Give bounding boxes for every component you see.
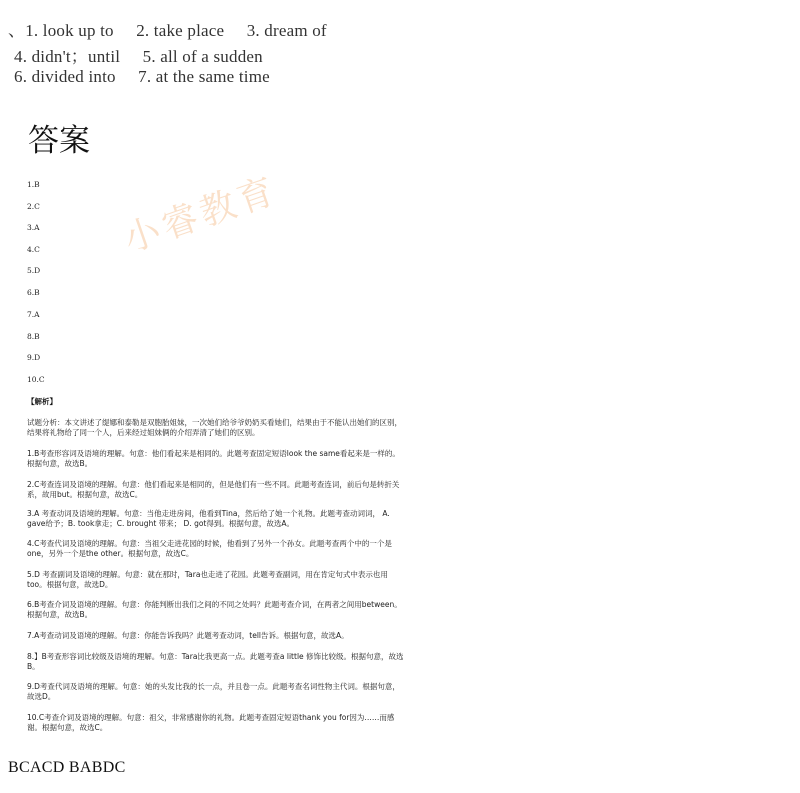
analysis-paragraph: 10.C考查介词及语境的理解。句意：祖父，非常感谢你的礼物。此题考查固定短语thank you for因为……而感谢。根据句意，故选C。	[27, 713, 395, 732]
choice-answer: 3.A	[27, 223, 40, 232]
analysis-heading: 【解析】	[27, 397, 57, 406]
answer-line-2	[14, 42, 281, 67]
analysis-paragraph: 8.】B考查形容词比较级及语境的理解。句意：Tara比我更高一点。此题考查a little 修饰比较级。根据句意，故选B。	[27, 652, 404, 671]
analysis-paragraph: 5.D 考查副词及语境的理解。句意：就在那时，Tara也走进了花园。此题考查副词，用在肯定句式中表示也用too。根据句意，故选D。	[27, 570, 388, 589]
answer-item: 4. didn't；until	[14, 47, 121, 66]
answer-title: 答案	[28, 123, 90, 159]
analysis-paragraph: 9.D考查代词及语境的理解。句意：她的头发比我的长一点，并且卷一点。此题考查名词性物主代词。根据句意，故选D。	[27, 682, 400, 701]
choice-answer: 10.C	[27, 375, 45, 384]
analysis-paragraph: 1.B考查形容词及语境的理解。句意：他们看起来是相同的。此题考查固定短语look the same看起来是一样的。根据句意，故选B。	[27, 449, 400, 468]
choice-answer: 5.D	[27, 266, 41, 275]
watermark: 小睿教育	[118, 169, 284, 261]
choice-answer: 4.C	[27, 245, 40, 254]
answer-item: 3. dream of	[246, 21, 327, 40]
choice-answer: 8.B	[27, 332, 40, 341]
answer-item: 、1. look up to	[8, 21, 114, 40]
answer-line-1	[8, 16, 345, 41]
answer-line-3	[14, 67, 288, 87]
analysis-paragraph: 2.C考查连词及语境的理解。句意：他们看起来是相同的，但是他们有一些不同。此题考查连词，前后句是转折关系，故用but。根据句意，故选C。	[27, 480, 400, 499]
answer-item: 2. take place	[136, 21, 225, 40]
choice-answer: 6.B	[27, 288, 40, 297]
analysis-paragraph: 3.A 考查动词及语境的理解。句意：当他走进房间，他看到Tina，然后给了她一个礼物。此题考查动词词， A. gave给予；B. took拿走；C. brought 带来； D. got得到。根据句意，故选A。	[27, 509, 390, 528]
answer-string: BCACD BABDC	[8, 759, 126, 776]
choice-answer: 9.D	[27, 353, 41, 362]
answer-item: 7. at the same time	[138, 67, 270, 86]
choice-answer: 1.B	[27, 180, 40, 189]
analysis-paragraph: 4.C考查代词及语境的理解。句意：当祖父走进花园的时候，他看到了另外一个孙女。此题考查两个中的一个是one，另外一个是the other。根据句意，故选C。	[27, 539, 392, 558]
analysis-paragraph: 试题分析：本文讲述了缇娜和泰勒是双胞胎姐妹，一次她们给爷爷奶奶买看她们，结果由于不能认出她们的区别，结果将礼物给了同一个人，后来经过姐妹俩的介绍弄清了她们的区别。	[27, 418, 402, 437]
analysis-paragraph: 6.B考查介词及语境的理解。句意：你能判断出我们之间的不同之处吗？此题考查介词，在两者之间用between。根据句意，故选B。	[27, 600, 402, 619]
answer-key-image	[22, 112, 408, 740]
choice-answer: 2.C	[27, 202, 40, 211]
answer-item: 6. divided into	[14, 67, 116, 86]
analysis-paragraph: 7.A考查动词及语境的理解。句意：你能告诉我吗？此题考查动词，tell告诉。根据句意，故选A。	[27, 631, 349, 640]
answer-item: 5. all of a sudden	[142, 47, 263, 66]
choice-answer: 7.A	[27, 310, 40, 319]
